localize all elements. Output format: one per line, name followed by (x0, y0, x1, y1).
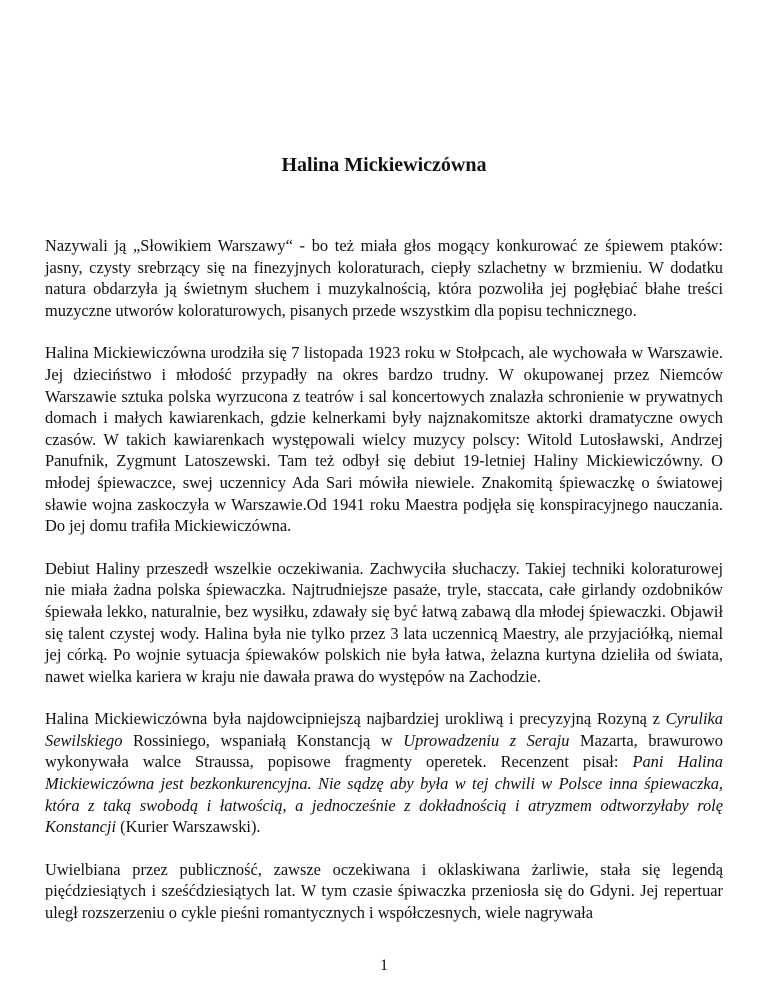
page-number: 1 (380, 957, 388, 974)
text-run: Halina Mickiewiczówna urodziła się 7 listopada 1923 roku w Stołpcach, ale wychowała w Warszawie. Jej dzieciństwo i młodość przypadły na okres bardzo trudny. W okupowanej przez Niemców Warszawie sztuka polska wyrzucona z teatrów i sal koncertowych znalazła schronienie w prywatnych domach i małych kawiarenkach, gdzie kelnerkami były najznakomitsze aktorki dramatyczne owych czasów. W takich kawiarenkach występowali wielcy muzycy polscy: Witold Lutosławski, Andrzej Panufnik, Zygmunt Latoszewski. Tam też odbył się debiut 19-letniej Haliny Mickiewiczówny. O młodej śpiewaczce, swej uczennicy Ada Sari mówiła niewiele. Znakomitą śpiewaczkę o światowej sławie wojna zaskoczyła w Warszawie.Od 1941 roku Maestra podjęła się konspiracyjnego nauczania. Do jej domu trafiła Mickiewiczówna. (45, 343, 723, 536)
text-run: Halina Mickiewiczówna była najdowcipniejszą najbardziej urokliwą i precyzyjną Rozyną z (45, 709, 666, 729)
document-title: Halina Mickiewiczówna (281, 154, 487, 176)
text-run: Uwielbiana przez publiczność, zawsze oczekiwana i oklaskiwana żarliwie, stała się legendą pięćdziesiątych i sześćdziesiątych lat. W tym czasie śpiwaczka przeniosła się do Gdyni. Jej repertuar uległ rozszerzeniu o cykle pieśni romantycznych i współczesnych, wiele nagrywała (45, 859, 723, 923)
paragraph (45, 859, 723, 924)
italic-text: Pani Halina Mickiewiczówna jest bezkonkurencyjna. Nie sądzę aby była w tej chwili w Polsce inna śpiewaczka, która z taką swobodą i łatwością, a jednocześnie z dokładnością i atryzmem odtworzyłaby rolę Konstancji (45, 752, 723, 837)
text-run: Mazarta, brawurowo wykonywała walce Straussa, popisowe fragmenty operetek. Recenzent pisał: (45, 730, 723, 772)
text-run: Debiut Haliny przeszedł wszelkie oczekiwania. Zachwyciła słuchaczy. Takiej techniki koloraturowej nie miała żadna polska śpiewaczka. Najtrudniejsze pasaże, tryle, staccata, całe girlandy ozdobników śpiewała lekko, naturalnie, bez wysiłku, zdawały się być łatwą zabawą dla młodej śpiewaczki. Objawił się talent czystej wody. Halina była nie tylko przez 3 lata uczennicą Maestry, ale przyjaciółką, niemal jej córką. Po wojnie sytuacja śpiewaków polskich nie była łatwa, żelazna kurtyna dzieliła od świata, nawet wielka kariera w kraju nie dawała prawa do występów na Zachodzie. (45, 558, 723, 686)
paragraph (45, 558, 723, 688)
italic-text: Cyrulika Sewilskiego (45, 709, 723, 750)
italic-text: Uprowadzeniu z Seraju (403, 730, 570, 750)
document-body (45, 235, 723, 945)
text-run: Rossiniego, wspaniałą Konstancją w (122, 730, 404, 750)
text-run: (Kurier Warszawski). (116, 817, 261, 837)
paragraph (45, 708, 723, 838)
paragraph (45, 235, 723, 321)
paragraph (45, 342, 723, 536)
text-run: Nazywali ją „Słowikiem Warszawy“ - bo też miała głos mogący konkurować ze śpiewem ptaków: jasny, czysty srebrzący się na finezyjnych koloraturach, ciepły szlachetny w brzmieniu. W dodatku natura obdarzyła ją świetnym słuchem i muzykalnością, która pozwoliła jej pogłębiać błahe treści muzyczne utworów koloraturowych, pisanych przede wszystkim dla popisu technicznego. (45, 236, 723, 320)
